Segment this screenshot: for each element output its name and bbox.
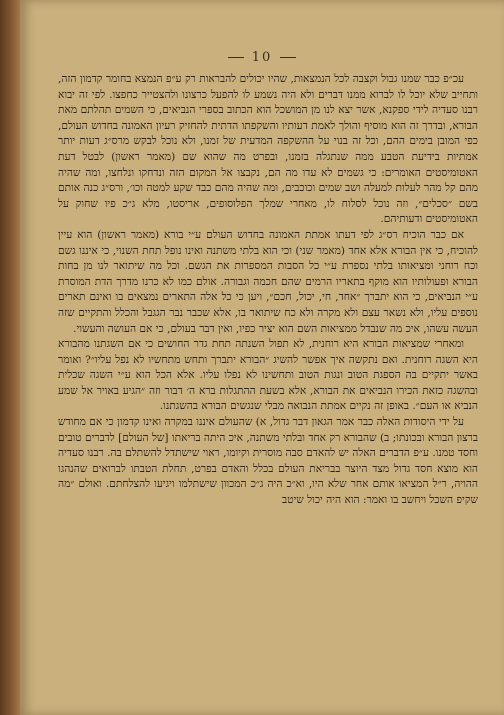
paragraph-1: עכ״פ כבר שמנו גבול וקצבה לכל הנמצאות, שהיו יכולים להבראות רק ע״פ הנמצא בחומר קדמון הזה, ותחייב שלא יוכל לו לברוא ממנו דברים ולא היה נשמע לו להפעל כרצונו ולהצטייר כחפצו. לפי זה יבוא רבנו סעדיה לידי ספקנא, אשר יצא לנו מן המושכל הוא הכתוב בספרי הנביאים, כי השמים תהלתם מאת הבורא, ובדרך זה הוא מוסיף והולך לאמת דעותיו והשקפתו הדתית להחזיק רעיון האמונה בחדוש העולם, כפי המובן בימים ההם, וכל זה בנוי על ההשקפה המדעית של זמנו, ולא נוכל לבקש מרס״ג דעות יותר אמתיות בידיעת הטבע ממה שנתגלה בזמנו, ובפרט מה שהוא שם (מאמר ראשון) לבטל דעת האטומיסטים האומרים: כי גשמים לא עדו מה הם, נקבצו אל המקום הזה ונדחקו ונלחצו, ומה שהיה מהם קל מהר לעלות למעלה ושב שמים וכוכבים, ומה שהיה מהם כבד שקע למטה וכו׳, ורס״ג כנה אותם בשם ״סכלים״, וזה נוכל לסלוח לו, מאחרי שמלך הפלוסופים, אריסטו, מלא ג״כ פיו שחוק על האטומיסטים ודעותיהם. xyxy=(58,73,478,226)
header-dash-right xyxy=(280,57,296,58)
book-spine xyxy=(0,0,22,715)
page-body xyxy=(58,72,478,509)
page-header xyxy=(20,50,504,65)
page-number: 10 xyxy=(251,50,273,65)
paragraph-3: ומאחרי שמציאות הבורא היא רוחנית, לא תפול השנתה תחת גדר החושים כי אם השגתנו מהבורא היא השגה רוחנית. ואם נתקשה איך אפשר להשיג ״הבורא יתברך ותחש מתחשיו לא נפל עליו״? ואומר באשר יתקיים בה הספגת הטוב ונגות הטוב ותחשינו לא נפלו עליו. אלא הכל הוא ע״י השגה שכלית ובהשגה כזאת הכירו הנביאים את הבורא, אלא בשעת ההתגלות ברא ה׳ דבור וזה ״הגיע באויר אל שמע הנביא או העם״. באופן זה נקיים אמתת הנבואה מבלי שנגשים הבורא בהשגתנו. xyxy=(58,338,478,413)
paragraph-2: אם כבר הוכיח רס״ג לפי דעתו אמתת האמונה בחדוש העולם ע״י בורא (מאמר ראשון) הוא עיין להוכיח, כי אין הבורא אלא אחד (מאמר שני) וכי הוא בלתי משתנה ואינו נופל תחת השנוי, כי איננו גשם וכח רוחני ומציאותו בלתי נספרת ע״י כל הסבות המספרות את הגשם. וכל מה שיתואר לנו מן בחות הבורא ופעולותיו הוא מוקף בתאריו הרמים שהם חכמה וגבורה. אולם כמו לא כרנו מדרך הדת המוסרת ע״י הנביאים, כי הוא יתברך ״אחד, חי, יכול, חכם״, ויען כי כל אלה התארים נמצאים בו ואינם תארים נוספים עליו, ולא נשאר עצם ולא מקרה ולא כח שיתואר בו, אלא שכבר נבר הגגבל והכלל והתקיים שזה העשה עשהו, איכ מה שנבדל ממציאות השם הוא יציר כפיו, ואין דבר בעולם, כי אם העושה והעשוי. xyxy=(58,228,478,335)
header-dash-left xyxy=(228,57,244,58)
paragraph-4: על ידי היסודות האלה כבר אמר הגאון דבר גדול, א) שהעולם איננו במקרה ואינו קדמון כי אם מחודש ברצון הבורא ובכונתו; ב) שהבורא רק אחד ובלתי משתנה, איכ היתה בריאתו [של העולם] לדברים טובים וחסד טמנו. ע״פ הדברים האלה יש להאדם סבה מוסרית וקיומו, ראוי שישתדל להשתלם בה. רבנו סעדיה הוא מוצא חסד גדול מצד היוצר בבריאת העולם בכלל והאדם בפרט, תחלת הטבתו לברואים שהנהגו ההויה, ר״ל המציאו אותם אחר שלא היו, וא״כ היה ג״כ המכוון שישתלמו ויגיעו להצלחתם. ואולם ״מה שקיפ השכל ויחשב בו ואמר: הוא היה יכול שיטב xyxy=(57,416,478,507)
book-page xyxy=(20,0,504,715)
